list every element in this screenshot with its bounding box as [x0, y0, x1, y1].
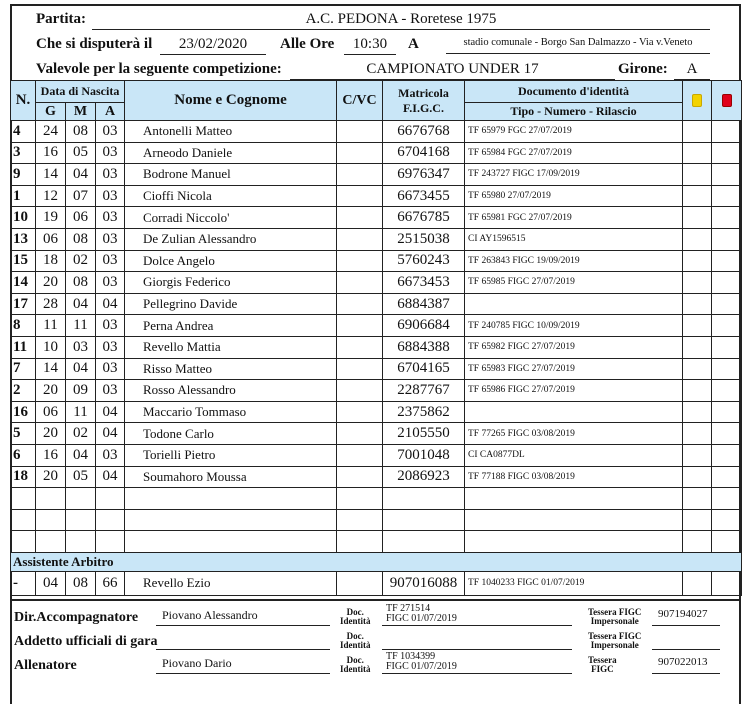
time-value: 10:30	[344, 36, 396, 55]
matricola: 6673455	[383, 185, 465, 207]
shirt-number: 17	[11, 293, 36, 315]
birth-year: 03	[96, 315, 125, 337]
birth-year: 66	[96, 571, 125, 595]
birth-month: 04	[66, 444, 96, 466]
birth-day: 20	[36, 380, 66, 402]
divider	[10, 599, 741, 601]
birth-month: 08	[66, 121, 96, 143]
shirt-number: 11	[11, 336, 36, 358]
date-label: Che si disputerà il	[36, 36, 153, 52]
birth-day: 16	[36, 142, 66, 164]
matricola: 7001048	[383, 444, 465, 466]
matricola: 2105550	[383, 423, 465, 445]
document: TF 65981 FGC 27/07/2019	[465, 207, 683, 229]
matricola: 6906684	[383, 315, 465, 337]
document: TF 1040233 FIGC 01/07/2019	[465, 571, 683, 595]
birth-year: 04	[96, 401, 125, 423]
birth-day: 28	[36, 293, 66, 315]
birth-day: 20	[36, 423, 66, 445]
birth-year: 03	[96, 444, 125, 466]
addetto-label: Addetto ufficiali di gara	[14, 634, 158, 649]
addetto-name	[156, 632, 330, 650]
birth-month: 04	[66, 164, 96, 186]
matricola: 6704165	[383, 358, 465, 380]
col-g: G	[36, 103, 66, 121]
birth-year: 03	[96, 142, 125, 164]
col-doc-sub: Tipo - Numero - Rilascio	[465, 103, 683, 121]
player-name: Cioffi Nicola	[125, 185, 337, 207]
birth-year: 03	[96, 207, 125, 229]
shirt-number: 1	[11, 185, 36, 207]
player-name: Soumahoro Moussa	[125, 466, 337, 488]
birth-year: 03	[96, 185, 125, 207]
shirt-number: 15	[11, 250, 36, 272]
shirt-number: 3	[11, 142, 36, 164]
document: CI CA0877DL	[465, 444, 683, 466]
player-name: Torielli Pietro	[125, 444, 337, 466]
figc-label: F.I.G.C.	[403, 100, 444, 115]
dir-tessera-label: Tessera FIGC Impersonale	[588, 607, 642, 626]
birth-day: 20	[36, 466, 66, 488]
matricola: 6884388	[383, 336, 465, 358]
partita-label: Partita:	[36, 11, 86, 27]
shirt-number: 14	[11, 272, 36, 294]
shirt-number: -	[11, 571, 36, 595]
player-name: Rosso Alessandro	[125, 380, 337, 402]
birth-day: 19	[36, 207, 66, 229]
document: TF 77188 FIGC 03/08/2019	[465, 466, 683, 488]
birth-year: 03	[96, 380, 125, 402]
document: TF 240785 FIGC 10/09/2019	[465, 315, 683, 337]
player-name: Pellegrino Davide	[125, 293, 337, 315]
col-birth: Data di Nascita	[36, 81, 125, 103]
date-value: 23/02/2020	[160, 36, 266, 55]
player-name: Perna Andrea	[125, 315, 337, 337]
birth-day: 04	[36, 571, 66, 595]
col-cvc: C/VC	[337, 81, 383, 121]
shirt-number: 7	[11, 358, 36, 380]
player-name: Arneodo Daniele	[125, 142, 337, 164]
dir-doc-label: Doc. Identità	[340, 607, 371, 626]
girone-label: Girone:	[618, 61, 668, 77]
dir-doc: TF 271514 FIGC 01/07/2019	[382, 604, 572, 626]
birth-month: 05	[66, 466, 96, 488]
birth-year: 03	[96, 250, 125, 272]
document: TF 65979 FGC 27/07/2019	[465, 121, 683, 143]
allenatore-tessera-label: Tessera FIGC	[588, 655, 617, 674]
col-n: N.	[11, 81, 36, 121]
girone-value: A	[674, 61, 710, 80]
competition-value: CAMPIONATO UNDER 17	[290, 61, 615, 80]
matricola: 6676768	[383, 121, 465, 143]
shirt-number: 10	[11, 207, 36, 229]
competition-label: Valevole per la seguente competizione:	[36, 61, 282, 77]
birth-day: 12	[36, 185, 66, 207]
birth-month: 02	[66, 250, 96, 272]
document: CI AY1596515	[465, 228, 683, 250]
birth-day: 18	[36, 250, 66, 272]
birth-day: 06	[36, 228, 66, 250]
birth-day: 24	[36, 121, 66, 143]
birth-day: 14	[36, 358, 66, 380]
time-label: Alle Ore	[280, 36, 335, 52]
col-a: A	[96, 103, 125, 121]
matricola: 6676785	[383, 207, 465, 229]
birth-year: 04	[96, 293, 125, 315]
matricola-label: Matricola	[398, 85, 449, 100]
birth-year: 04	[96, 466, 125, 488]
matricola: 2375862	[383, 401, 465, 423]
dir-tessera: 907194027	[652, 608, 720, 626]
document: TF 65985 FIGC 27/07/2019	[465, 272, 683, 294]
matricola: 6673453	[383, 272, 465, 294]
col-doc: Documento d'identità	[465, 81, 683, 103]
birth-month: 08	[66, 228, 96, 250]
birth-day: 11	[36, 315, 66, 337]
partita-value: A.C. PEDONA - Roretese 1975	[92, 11, 710, 30]
document: TF 243727 FIGC 17/09/2019	[465, 164, 683, 186]
birth-day: 16	[36, 444, 66, 466]
birth-month: 11	[66, 401, 96, 423]
birth-year: 03	[96, 358, 125, 380]
matricola: 907016088	[383, 571, 465, 595]
player-name: Giorgis Federico	[125, 272, 337, 294]
birth-year: 03	[96, 336, 125, 358]
birth-month: 07	[66, 185, 96, 207]
venue-value: stadio comunale - Borgo San Dalmazzo - Via v.Veneto	[446, 35, 710, 54]
shirt-number: 18	[11, 466, 36, 488]
birth-year: 03	[96, 164, 125, 186]
allenatore-tessera: 907022013	[652, 656, 720, 674]
allenatore-doc-label: Doc. Identità	[340, 655, 371, 674]
col-name: Nome e Cognome	[125, 81, 337, 121]
shirt-number: 8	[11, 315, 36, 337]
addetto-tessera-label: Tessera FIGC Impersonale	[588, 631, 642, 650]
player-name: Corradi Niccolo'	[125, 207, 337, 229]
birth-month: 08	[66, 272, 96, 294]
birth-year: 04	[96, 423, 125, 445]
allenatore-doc: TF 1034399 FIGC 01/07/2019	[382, 652, 572, 674]
dir-name: Piovano Alessandro	[156, 608, 330, 626]
addetto-doc-label: Doc. Identità	[340, 631, 371, 650]
birth-month: 06	[66, 207, 96, 229]
birth-year: 03	[96, 121, 125, 143]
matricola: 6976347	[383, 164, 465, 186]
matricola: 2515038	[383, 228, 465, 250]
dir-label: Dir.Accompagnatore	[14, 610, 139, 625]
document: TF 65986 FIGC 27/07/2019	[465, 380, 683, 402]
col-m: M	[66, 103, 96, 121]
at-label: A	[408, 36, 419, 52]
player-name: Revello Ezio	[125, 571, 337, 595]
matricola: 2086923	[383, 466, 465, 488]
birth-day: 10	[36, 336, 66, 358]
matricola: 2287767	[383, 380, 465, 402]
player-name: Todone Carlo	[125, 423, 337, 445]
matricola: 6884387	[383, 293, 465, 315]
birth-month: 02	[66, 423, 96, 445]
matricola: 5760243	[383, 250, 465, 272]
shirt-number: 6	[11, 444, 36, 466]
assistant-section-label: Assistente Arbitro	[11, 552, 742, 571]
document: TF 65980 27/07/2019	[465, 185, 683, 207]
shirt-number: 13	[11, 228, 36, 250]
matricola: 6704168	[383, 142, 465, 164]
shirt-number: 2	[11, 380, 36, 402]
player-name: Maccario Tommaso	[125, 401, 337, 423]
addetto-doc	[382, 628, 572, 650]
player-name: Dolce Angelo	[125, 250, 337, 272]
birth-month: 08	[66, 571, 96, 595]
birth-year: 03	[96, 228, 125, 250]
birth-day: 14	[36, 164, 66, 186]
allenatore-label: Allenatore	[14, 658, 77, 673]
birth-month: 03	[66, 336, 96, 358]
birth-month: 05	[66, 142, 96, 164]
shirt-number: 4	[11, 121, 36, 143]
document: TF 65982 FIGC 27/07/2019	[465, 336, 683, 358]
allenatore-name: Piovano Dario	[156, 656, 330, 674]
birth-month: 11	[66, 315, 96, 337]
birth-year: 03	[96, 272, 125, 294]
player-name: Antonelli Matteo	[125, 121, 337, 143]
birth-month: 04	[66, 358, 96, 380]
player-name: Bodrone Manuel	[125, 164, 337, 186]
document: TF 65984 FGC 27/07/2019	[465, 142, 683, 164]
player-name: Risso Matteo	[125, 358, 337, 380]
addetto-tessera	[652, 632, 720, 650]
birth-month: 04	[66, 293, 96, 315]
document: TF 65983 FIGC 27/07/2019	[465, 358, 683, 380]
shirt-number: 16	[11, 401, 36, 423]
document: TF 77265 FIGC 03/08/2019	[465, 423, 683, 445]
birth-day: 20	[36, 272, 66, 294]
birth-day: 06	[36, 401, 66, 423]
player-name: Revello Mattia	[125, 336, 337, 358]
player-name: De Zulian Alessandro	[125, 228, 337, 250]
birth-month: 09	[66, 380, 96, 402]
shirt-number: 5	[11, 423, 36, 445]
shirt-number: 9	[11, 164, 36, 186]
document: TF 263843 FIGC 19/09/2019	[465, 250, 683, 272]
